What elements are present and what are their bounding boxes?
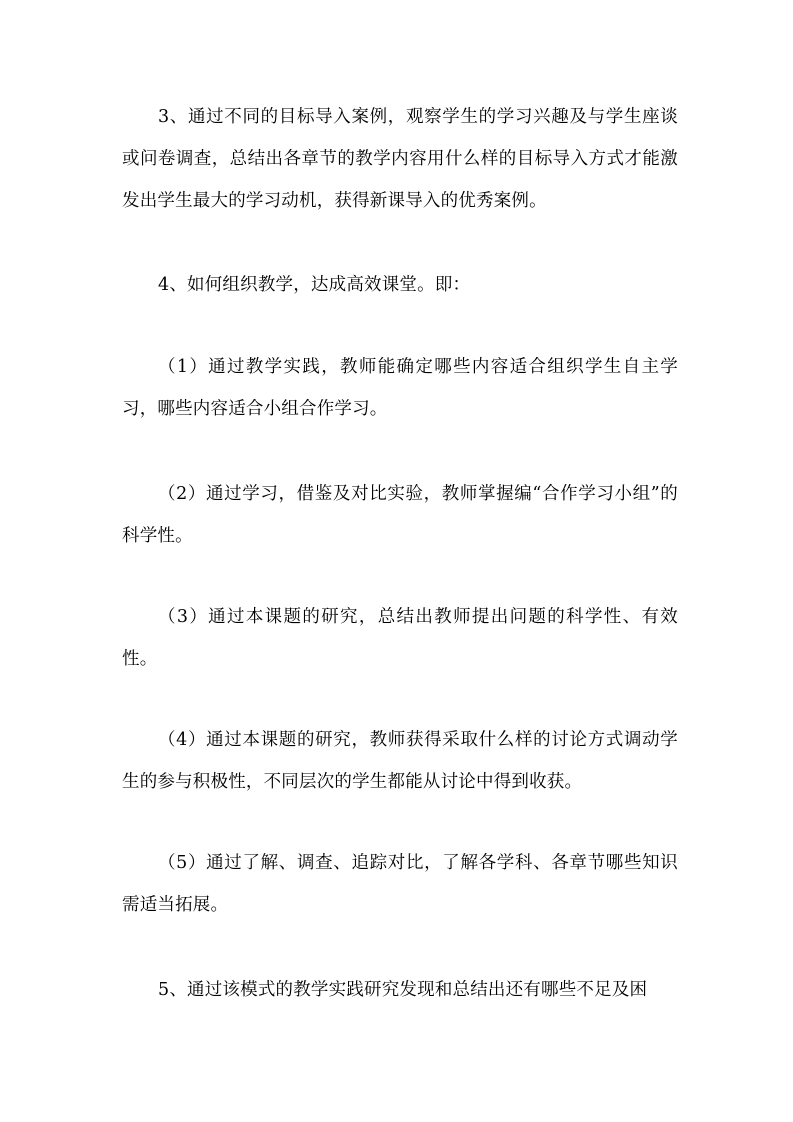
paragraph-4-organize-teaching: 4、如何组织教学，达成高效课堂。即：: [158, 275, 471, 295]
paragraph-4-4-discussion: （4）通过本课题的研究，教师获得采取什么样的讨论方式调动学生的参与积极性，不同层次的学生都能从讨论中得到收获。: [122, 730, 678, 792]
paragraph-4-3-questioning: （3）通过本课题的研究，总结出教师提出问题的科学性、有效性。: [122, 607, 678, 669]
paragraph-4-1-self-study: （1）通过教学实践，教师能确定哪些内容适合组织学生自主学习，哪些内容适合小组合作学习。: [122, 357, 678, 419]
paragraph-3-goal-introduction: 3、通过不同的目标导入案例，观察学生的学习兴趣及与学生座谈或问卷调查，总结出各章节的教学内容用什么样的目标导入方式才能激发出学生最大的学习动机，获得新课导入的优秀案例。: [122, 107, 678, 211]
paragraph-4-5-extension: （5）通过了解、调查、追踪对比，了解各学科、各章节哪些知识需适当拓展。: [122, 853, 678, 915]
paragraph-4-2-cooperative-groups: （2）通过学习，借鉴及对比实验，教师掌握编“合作学习小组”的科学性。: [122, 484, 678, 546]
paragraph-5-shortcomings: 5、通过该模式的教学实践研究发现和总结出还有哪些不足及困: [158, 980, 648, 1000]
